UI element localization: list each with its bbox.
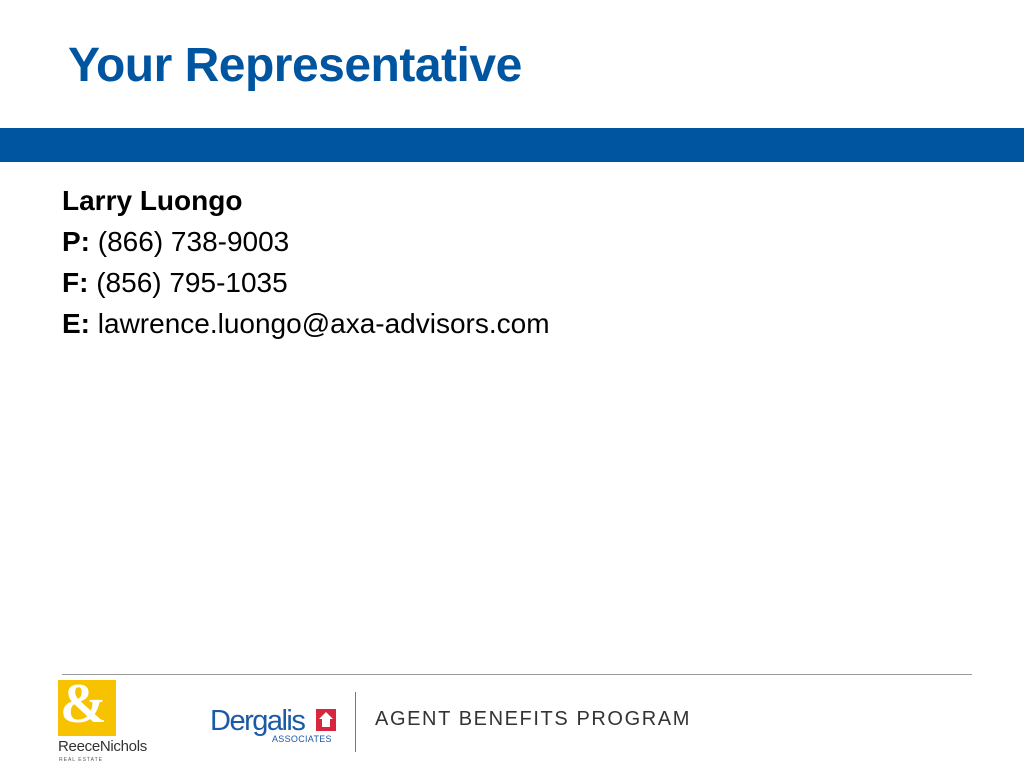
phone-value: (866) 738-9003	[97, 226, 290, 257]
header-band	[0, 128, 1024, 162]
representative-name: Larry Luongo	[62, 185, 243, 216]
fax-label: F:	[62, 267, 89, 298]
fax-row	[62, 262, 550, 303]
email-row	[62, 303, 550, 344]
house-icon	[316, 709, 336, 731]
footer-divider-line	[62, 674, 972, 675]
fax-value: (856) 795-1035	[96, 267, 288, 298]
program-name: AGENT BENEFITS PROGRAM	[375, 708, 691, 730]
phone-label: P:	[62, 226, 90, 257]
dergalis-logo-name: Dergalis	[210, 705, 305, 737]
contact-block	[62, 180, 550, 344]
email-value[interactable]: lawrence.luongo@axa-advisors.com	[97, 308, 550, 339]
dergalis-logo	[210, 704, 340, 754]
page-title: Your Representative	[68, 39, 522, 92]
logo-separator	[355, 692, 356, 752]
reecenichols-logo-sub: REAL ESTATE	[59, 757, 103, 763]
reecenichols-logo-name: ReeceNichols	[58, 738, 147, 755]
phone-row	[62, 221, 550, 262]
dergalis-logo-sub: ASSOCIATES	[272, 734, 332, 744]
ampersand-square-icon: &	[58, 680, 116, 736]
email-label: E:	[62, 308, 90, 339]
reecenichols-logo	[58, 673, 168, 764]
